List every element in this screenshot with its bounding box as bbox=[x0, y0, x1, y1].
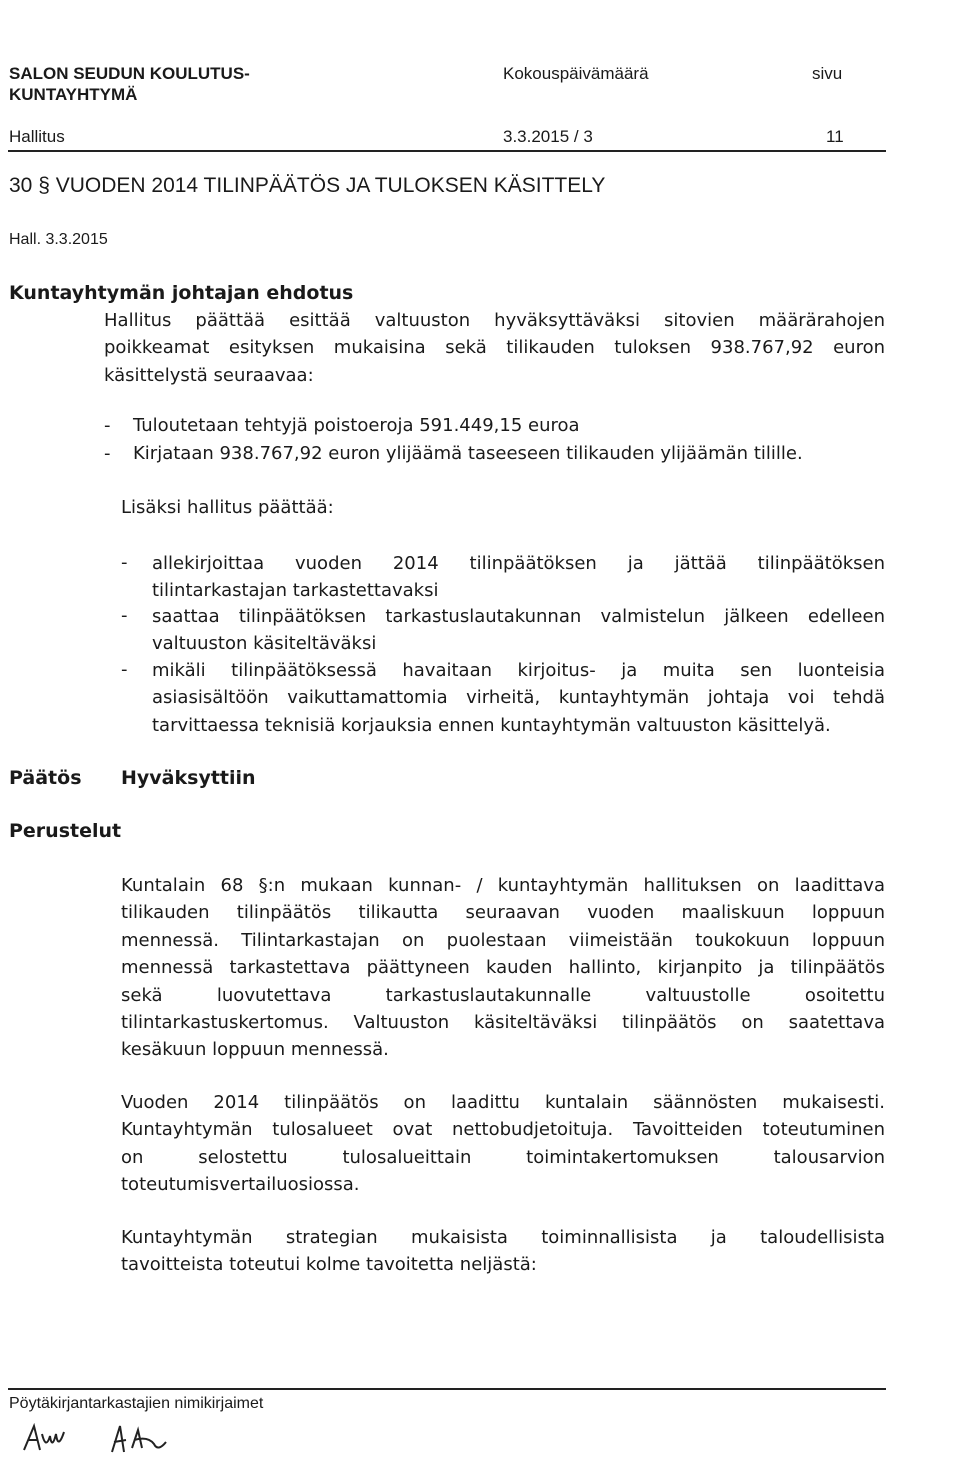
reasoning-paragraph bbox=[121, 1224, 885, 1279]
decision-text: Hyväksyttiin bbox=[121, 767, 256, 789]
proposal-heading: Kuntayhtymän johtajan ehdotus bbox=[9, 282, 354, 304]
additional-item bbox=[152, 550, 885, 605]
meeting-date-label: Kokouspäivämäärä bbox=[503, 64, 649, 83]
reasoning-label: Perustelut bbox=[9, 820, 122, 842]
paragraph-line: mennessä tarkastettava päättyneen kauden hallinto, kirjanpito ja tilinpäätös bbox=[121, 957, 885, 979]
bullet-dash: - bbox=[104, 415, 111, 436]
paragraph-line: Vuoden 2014 tilinpäätös on laadittu kuntalain säännösten mukaisesti. bbox=[121, 1092, 885, 1113]
footer-divider bbox=[8, 1388, 886, 1390]
organization-name-line2: KUNTAYHTYMÄ bbox=[9, 85, 138, 104]
bullet-dash: - bbox=[104, 443, 111, 464]
paragraph-line: sekä luovutettava tarkastuslautakunnalle valtuustolle osoitettu bbox=[121, 984, 885, 1006]
header-divider bbox=[8, 150, 886, 152]
initials-signature bbox=[20, 1420, 190, 1456]
paragraph-line: kesäkuun loppuun mennessä. bbox=[121, 1039, 389, 1061]
additional-heading: Lisäksi hallitus päättää: bbox=[121, 497, 334, 518]
item-line: allekirjoittaa vuoden 2014 tilinpäätöksen ja jättää tilinpäätöksen bbox=[152, 553, 885, 574]
organization-name-line1: SALON SEUDUN KOULUTUS- bbox=[9, 64, 250, 83]
proposal-line: poikkeamat esityksen mukaisina sekä tilikauden tuloksen 938.767,92 euron bbox=[104, 337, 885, 359]
additional-item bbox=[152, 603, 885, 658]
paragraph-line: Kuntayhtymän strategian mukaisista toiminnallisista ja taloudellisista bbox=[121, 1227, 885, 1248]
additional-item bbox=[152, 657, 885, 739]
bullet-dash: - bbox=[121, 659, 128, 680]
item-line: mikäli tilinpäätöksessä havaitaan kirjoitus- ja muita sen luonteisia bbox=[152, 660, 885, 681]
proposal-line: Hallitus päättää esittää valtuuston hyväksyttäväksi sitovien määrärahojen bbox=[104, 310, 885, 331]
bullet-dash: - bbox=[121, 605, 128, 626]
item-line: valtuuston käsiteltäväksi bbox=[152, 633, 377, 655]
section-title: 30 § VUODEN 2014 TILINPÄÄTÖS JA TULOKSEN KÄSITTELY bbox=[9, 174, 606, 197]
item-line: asiasisältöön vaikuttamattomia virheitä, kuntayhtymän johtaja voi tehdä bbox=[152, 687, 885, 709]
proposal-line: käsittelystä seuraavaa: bbox=[104, 364, 314, 386]
proposal-text bbox=[104, 307, 885, 389]
footer-label: Pöytäkirjantarkastajien nimikirjaimet bbox=[9, 1395, 264, 1412]
reasoning-paragraph bbox=[121, 872, 885, 1064]
proposal-bullet: Tuloutetaan tehtyjä poistoeroja 591.449,15 euroa bbox=[133, 415, 580, 436]
item-line: tarvittaessa teknisiä korjauksia ennen kuntayhtymän valtuuston käsittelyä. bbox=[152, 714, 831, 736]
paragraph-line: Kuntayhtymän tulosalueet ovat nettobudjetoituja. Tavoitteiden toteutuminen bbox=[121, 1119, 885, 1141]
paragraph-line: mennessä. Tilintarkastajan on puolestaan viimeistään toukokuun loppuun bbox=[121, 929, 885, 951]
item-line: tilintarkastajan tarkastettavaksi bbox=[152, 580, 439, 602]
paragraph-line: toteutumisvertailuosiossa. bbox=[121, 1174, 360, 1196]
bullet-dash: - bbox=[121, 552, 128, 573]
page-label: sivu bbox=[812, 64, 843, 83]
proposal-bullet: Kirjataan 938.767,92 euron ylijäämä taseeseen tilikauden ylijäämän tilille. bbox=[133, 443, 803, 464]
hall-date: Hall. 3.3.2015 bbox=[9, 231, 108, 248]
paragraph-line: tilintarkastuskertomus. Valtuuston käsiteltäväksi tilinpäätös on saatettava bbox=[121, 1012, 885, 1034]
page-number: 11 bbox=[826, 127, 844, 146]
reasoning-paragraph bbox=[121, 1089, 885, 1199]
paragraph-line: on selostettu tulosalueittain toimintakertomuksen talousarvion bbox=[121, 1146, 885, 1168]
decision-label: Päätös bbox=[9, 767, 82, 789]
paragraph-line: Kuntalain 68 §:n mukaan kunnan- / kuntayhtymän hallituksen on laadittava bbox=[121, 875, 885, 896]
paragraph-line: tavoitteista toteutui kolme tavoitetta neljästä: bbox=[121, 1254, 537, 1276]
body-name: Hallitus bbox=[9, 127, 65, 146]
paragraph-line: tilikauden tilinpäätös tilikautta seuraavan vuoden maaliskuun loppuun bbox=[121, 902, 885, 924]
item-line: saattaa tilinpäätöksen tarkastuslautakunnan valmistelun jälkeen edelleen bbox=[152, 606, 885, 627]
meeting-date: 3.3.2015 / 3 bbox=[503, 127, 593, 146]
